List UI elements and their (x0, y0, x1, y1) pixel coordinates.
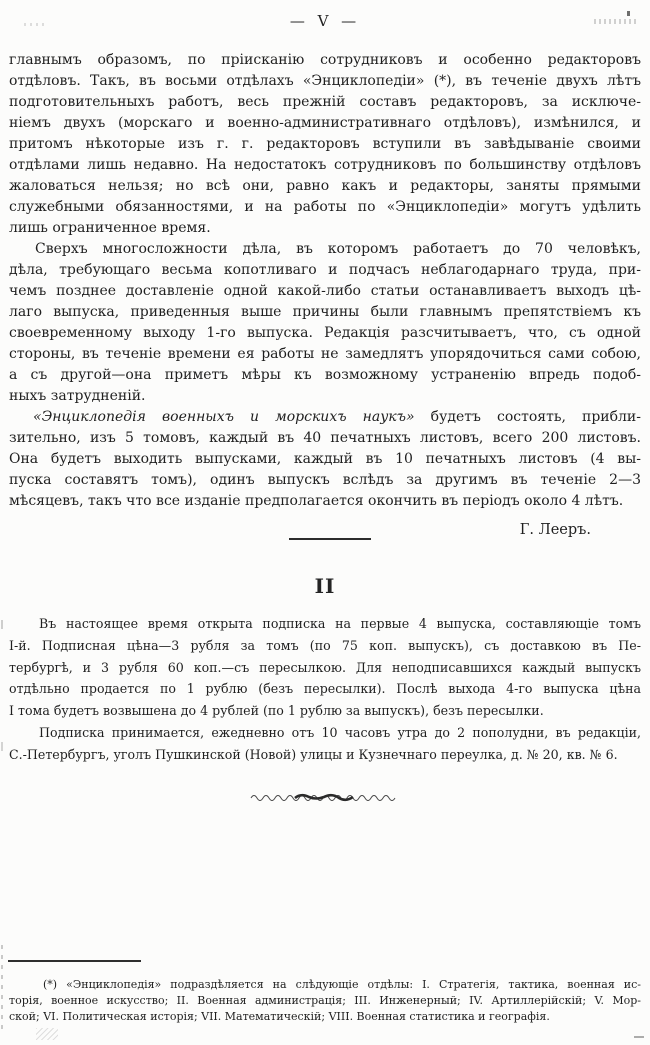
text-line (9, 407, 641, 428)
page-number: — V — (289, 12, 361, 30)
text-line: стороны, въ теченіе времени ея работы не замедлятъ упорядочиться сами собою, (9, 346, 641, 362)
text-line: (*) «Энциклопедія» подраздѣляется на слѣдующіе отдѣлы: I. Стратегія, тактика, военная ис- (43, 978, 641, 991)
text-line: лаго выпуска, приведенныя выше причины были главнымъ препятствіемъ къ (9, 304, 641, 320)
text-line: отдѣлами лишь недавно. На недостатокъ сотрудниковъ по большинству отдѣловъ (9, 157, 641, 173)
text-line: зительно, изъ 5 томовъ, каждый въ 40 печатныхъ листовъ, всего 200 листовъ. (9, 430, 641, 446)
wavy-divider-ornament (9, 788, 641, 807)
text-line: жаловаться нельзя; но всѣ они, равно какъ и редакторы, заняты прямыми (9, 178, 641, 194)
wave-icon (249, 791, 401, 803)
text-line: а съ другой—она приметъ мѣры къ возможному устраненію впредь подоб- (9, 367, 641, 383)
text-line: отдѣльно продается по 1 рублю (безъ пересылки). Послѣ выхода 4-го выпуска цѣна (9, 681, 641, 697)
paragraph-workload (9, 239, 641, 407)
section-2 (9, 613, 641, 766)
text-line: I тома будетъ возвышена до 4 рублей (по 1 рублю за выпускъ), безъ пересылки. (9, 703, 544, 719)
text-line: I-й. Подписная цѣна—3 рубля за томъ (по 75 коп. выпускъ), съ доставкою въ Пе- (9, 637, 641, 653)
text-line: отдѣловъ. Такъ, въ восьми отдѣлахъ «Энциклопедіи» (*), въ теченіе двухъ лѣтъ (9, 73, 641, 89)
text-line: С.-Петербургъ, уголъ Пушкинской (Новой) улицы и Кузнечнаго переулка, д. № 20, кв. № 6. (9, 746, 618, 762)
work-title-italic: «Энциклопедія военныхъ и морскихъ наукъ» (33, 409, 415, 425)
text-run: будетъ состоять, прибли- (430, 409, 641, 425)
text-line: своевременному выходу 1-го выпуска. Редакція разсчитываетъ, что, съ одной (9, 325, 641, 341)
paragraph-address (9, 722, 641, 766)
text-line: чемъ позднее доставленіе одной какой-либо статьи останавливаетъ выходъ цѣ- (9, 283, 641, 299)
text-line: Въ настоящее время открыта подписка на первые 4 выпуска, составляющіе томъ (39, 616, 641, 631)
paragraph-lines (9, 428, 641, 512)
scan-artifact (1, 945, 3, 1033)
scan-artifact (1, 620, 3, 629)
text-line: главнымъ образомъ, по пріисканію сотрудниковъ и особенно редакторовъ (9, 52, 641, 68)
paragraph-continuation (9, 50, 641, 239)
text-line: Подписка принимается, ежедневно отъ 10 часовъ утра до 2 пополудни, въ редакціи, (39, 724, 641, 740)
text-line: ніемъ двухъ (морскаго и военно-административнаго отдѣловъ), измѣнился, и (9, 115, 641, 131)
section-1 (9, 50, 641, 548)
paragraph-edition-plan (9, 407, 641, 512)
section-2-heading: II (314, 574, 336, 598)
scan-artifact (1, 742, 3, 751)
text-line: пуска составятъ томъ), одинъ выпускъ вслѣдъ за другимъ въ теченіе 2—3 (9, 472, 641, 488)
text-line: ныхъ затрудненій. (9, 388, 146, 404)
text-line: ской; VI. Политическая исторія; VII. Математическій; VIII. Военная статистика и географія. (9, 1010, 550, 1023)
text-line: мѣсяцевъ, такъ что все изданіе предполагается окончить въ періодъ около 4 лѣтъ. (9, 493, 624, 509)
author-signature: Г. Лееръ. (519, 522, 591, 538)
section-divider-rule (289, 538, 371, 540)
text-line: тербургѣ, и 3 рубля 60 коп.—съ пересылкою. Для неподписавшихся каждый выпускъ (9, 659, 641, 675)
text-line: подготовительныхъ работъ, весь прежній составъ редакторовъ, за исключе- (9, 94, 641, 110)
text-line: Сверхъ многосложности дѣла, въ которомъ работаетъ до 70 человѣкъ, (35, 241, 641, 257)
footnote-rule (8, 960, 141, 962)
text-line: притомъ нѣкоторые изъ г. г. редакторовъ вступили въ завѣдываніе своими (9, 136, 641, 152)
text-line: служебными обязанностями, и на работы по «Энциклопедіи» могутъ удѣлить (9, 199, 641, 215)
scan-artifact (634, 1036, 644, 1038)
text-line: торія, военное искусство; II. Военная администрація; III. Инженерный; IV. Артиллерійскій; V. Мор- (9, 994, 641, 1007)
text-line: лишь ограниченное время. (9, 220, 211, 236)
paragraph-subscription (9, 613, 641, 722)
text-line: дѣла, требующаго весьма копотливаго и подчасъ неблагодарнаго труда, при- (9, 262, 641, 278)
scan-artifact (36, 1028, 58, 1040)
signature-row (9, 512, 641, 548)
text-line: Она будетъ выходить выпусками, каждый въ 10 печатныхъ листовъ (4 вы- (9, 451, 641, 467)
footnote (9, 977, 641, 1025)
